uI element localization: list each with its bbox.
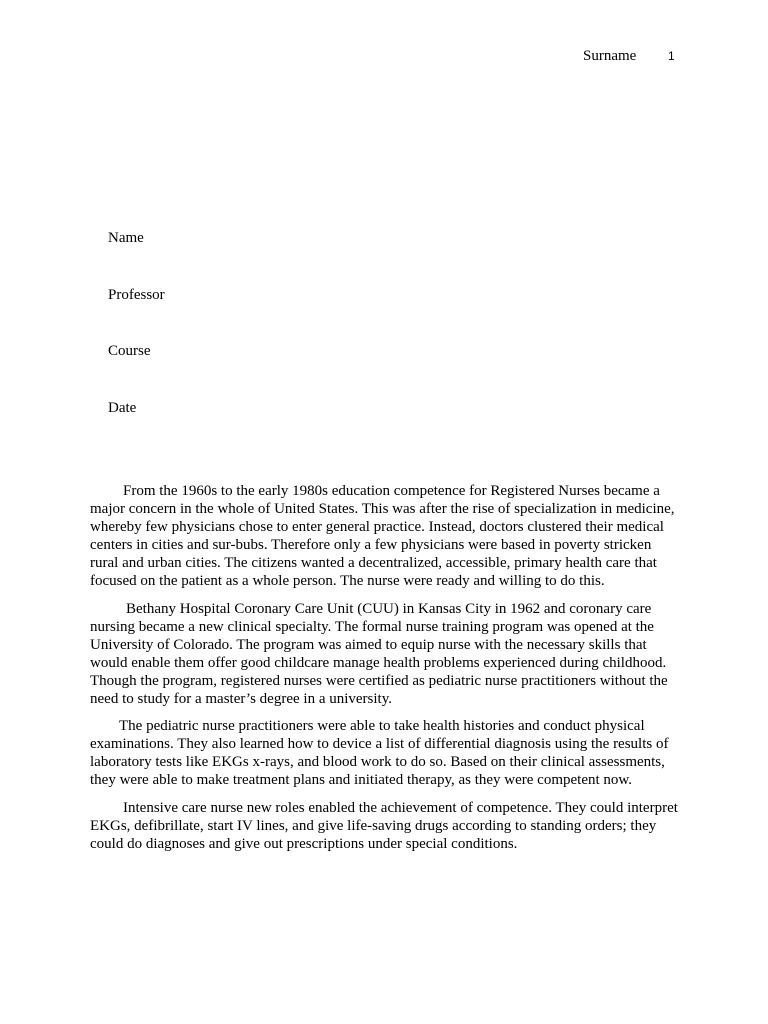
paragraph: Bethany Hospital Coronary Care Unit (CUU) in Kansas City in 1962 and coronary care nursing became a new clinical specialty. The formal nurse training program was opened at the University of Colorado. The program was aimed to equip nurse with the necessary skills that would enable them offer good childcare manage health problems experienced during childhood. Though the program, registered nurses were certified as pediatric nurse practitioners without the need to study for a master’s degree in a university. [90,600,668,707]
professor-line: Professor [108,287,165,303]
paragraph: From the 1960s to the early 1980s education competence for Registered Nurses became a major concern in the whole of United States. This was after the rise of specialization in medicine, whereby few physicians chose to enter general practice. Instead, doctors clustered their medical centers in cities and sur-bubs. Therefore only a few physicians were based in poverty stricken rural and urban cities. The citizens wanted a decentralized, accessible, primary health care that focused on the patient as a whole person. The nurse were ready and willing to do this. [90,483,675,589]
header-surname: Surname [583,48,637,64]
paragraph: Intensive care nurse new roles enabled the achievement of competence. They could interpret EKGs, defibrillate, start IV lines, and give life-saving drugs according to standing orders; they could do diagnoses and give out prescriptions under special conditions. [90,799,678,852]
date-line: Date [108,400,137,416]
student-name-line: Name [108,230,144,246]
essay-body [90,482,680,862]
paragraph: The pediatric nurse practitioners were able to take health histories and conduct physical examinations. They also learned how to device a list of differential diagnosis using the results of laboratory tests like EKGs x-rays, and blood work to do so. Based on their clinical assessments, they were able to make treatment plans and initiated therapy, as they were competent now. [90,718,669,788]
header-page-number: 1 [668,49,675,63]
course-line: Course [108,343,151,359]
